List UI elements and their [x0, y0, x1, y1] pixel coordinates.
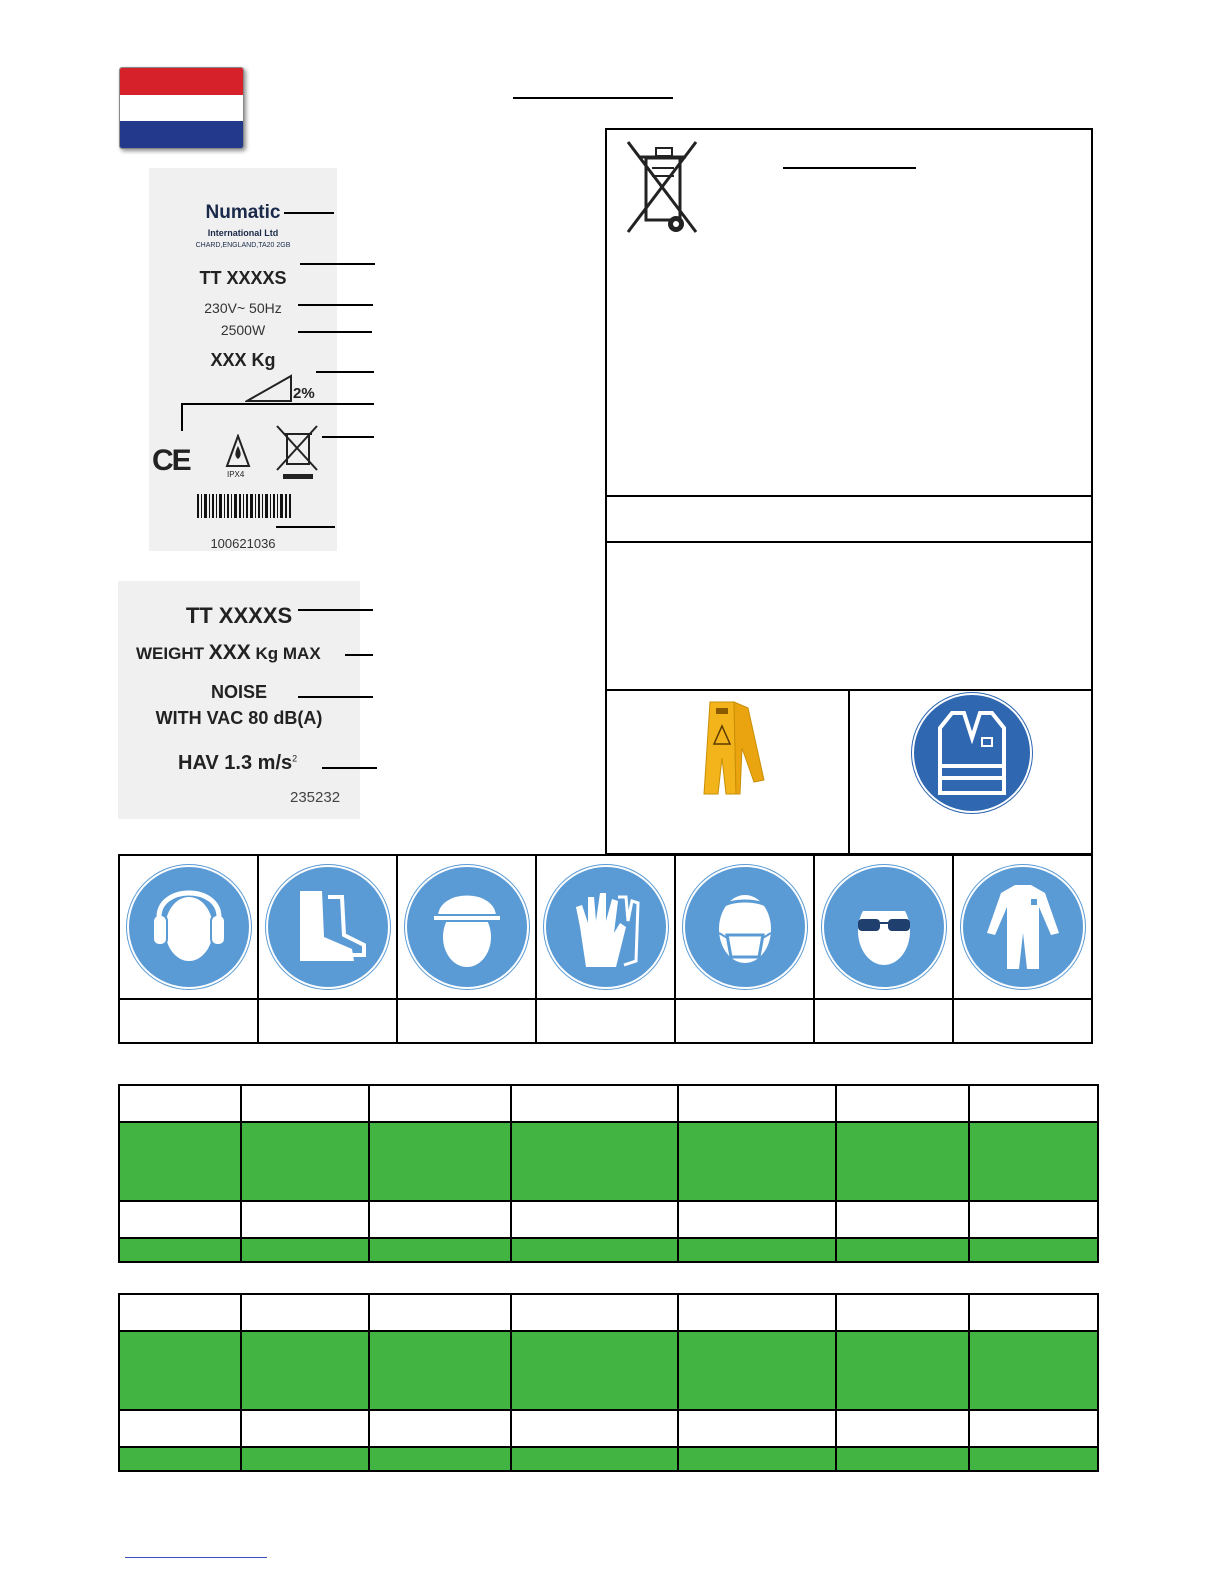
overalls-icon: [961, 865, 1085, 989]
title-underline: [513, 97, 673, 99]
footer-link-underline: [125, 1557, 267, 1558]
ppe-label-cell: [676, 998, 815, 1042]
ce-mark: CE: [152, 444, 190, 477]
spec-label: [118, 581, 360, 819]
leader-line: [316, 371, 374, 373]
barcode-icon: [197, 494, 293, 518]
noise-value: WITH VAC 80 dB(A): [155, 708, 323, 728]
weee-heading-underline: [783, 167, 916, 169]
table-row: [119, 1447, 1098, 1471]
ppe-label-cell: [259, 998, 398, 1042]
dust-mask-icon: [683, 865, 807, 989]
leader-line: [181, 403, 183, 431]
safety-glasses-icon: [822, 865, 946, 989]
slope-value: 2%: [293, 385, 315, 402]
company-name: International Ltd: [207, 228, 279, 238]
ppe-label-cell: [537, 998, 676, 1042]
divider: [607, 495, 1091, 497]
divider: [848, 690, 850, 854]
table-row: [119, 1122, 1098, 1201]
weight-value: XXX: [208, 641, 251, 664]
ear-protection-icon: [127, 865, 251, 989]
weight-suffix: Kg MAX: [255, 644, 321, 663]
ppe-cell: [954, 856, 1091, 998]
ppe-cell: [259, 856, 398, 998]
table-row: [119, 1085, 1098, 1122]
ppe-label-cell: [398, 998, 537, 1042]
ppe-label-cell: [815, 998, 954, 1042]
weight-prefix: WEIGHT: [136, 644, 204, 663]
hard-hat-icon: [405, 865, 529, 989]
leader-line: [345, 654, 373, 656]
leader-line: [300, 263, 375, 265]
wet-floor-sign-icon: [690, 698, 770, 798]
brand-name: Numatic: [205, 202, 281, 223]
table-row: [119, 1201, 1098, 1238]
spec-weight: [136, 641, 321, 665]
spec-code: 235232: [290, 789, 341, 806]
crossed-bin-icon: [624, 140, 700, 236]
spec-model: TT XXXXS: [185, 603, 293, 628]
model-number: TT XXXXS: [199, 268, 287, 288]
leader-line: [322, 436, 374, 438]
leader-line: [182, 403, 374, 405]
table-row: [119, 1331, 1098, 1410]
leader-line: [298, 331, 372, 333]
ppe-cell: [398, 856, 537, 998]
spec-table-1: [118, 1084, 1099, 1263]
hav-value: HAV 1.3 $m/s^2$: [178, 752, 298, 774]
crossed-bin-icon: [275, 424, 321, 480]
rating-plate-label: [149, 168, 337, 551]
leader-line: [298, 696, 373, 698]
ppe-cell: [815, 856, 954, 998]
leader-line: [284, 212, 334, 214]
water-drop-icon: [225, 434, 251, 468]
company-address: CHARD,ENGLAND,TA20 2GB: [195, 242, 291, 249]
ppe-cell: [676, 856, 815, 998]
leader-line: [298, 304, 373, 306]
ppe-label-cell: [120, 998, 259, 1042]
ppe-cell: [120, 856, 259, 998]
spec-table-2: [118, 1293, 1099, 1472]
leader-line: [322, 767, 377, 769]
netherlands-flag: [119, 67, 244, 149]
noise-heading: NOISE: [210, 682, 267, 702]
gloves-icon: [544, 865, 668, 989]
table-row: [119, 1238, 1098, 1262]
leader-line: [276, 526, 335, 528]
table-row: [119, 1294, 1098, 1331]
weight-rating: XXX Kg: [210, 350, 276, 370]
safety-boots-icon: [266, 865, 390, 989]
ppe-icon-table: [118, 854, 1093, 1044]
leader-line: [298, 609, 373, 611]
ppe-label-cell: [954, 998, 1091, 1042]
hi-vis-vest-icon: [912, 693, 1032, 813]
voltage-rating: 230V~ 50Hz: [204, 300, 282, 316]
power-rating: 2500W: [220, 322, 266, 338]
divider: [607, 541, 1091, 543]
ip-rating: IPX4: [227, 470, 245, 479]
ppe-cell: [537, 856, 676, 998]
serial-number: 100621036: [210, 536, 276, 551]
table-row: [119, 1410, 1098, 1447]
